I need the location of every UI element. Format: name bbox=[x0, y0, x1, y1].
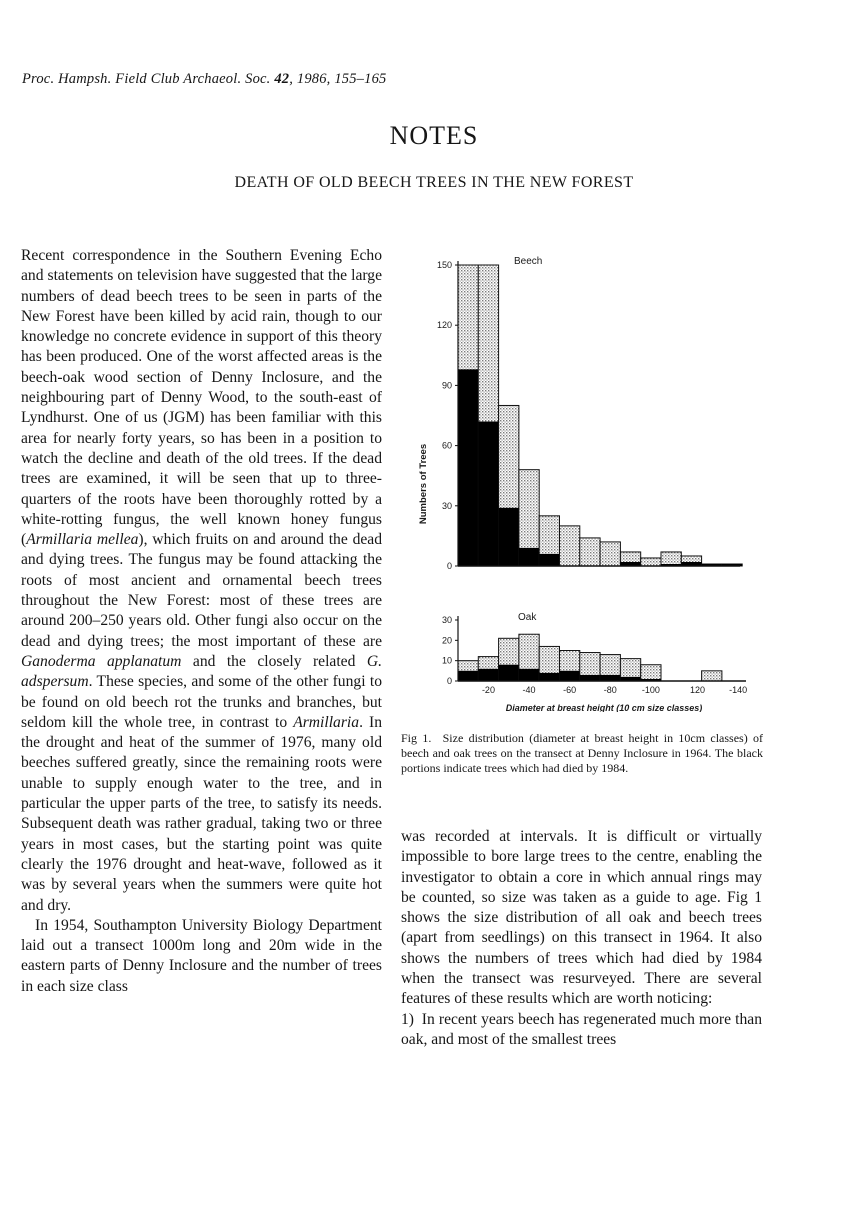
bar-dead-0-10 bbox=[458, 369, 478, 566]
bar-all-100-110 bbox=[661, 552, 681, 566]
y-tick-label: 30 bbox=[441, 615, 452, 625]
article-title: DEATH OF OLD BEECH TREES IN THE NEW FOREST bbox=[234, 174, 634, 191]
bar-all-60-70 bbox=[580, 538, 600, 566]
section-title: NOTES bbox=[389, 121, 479, 150]
y-tick-label: 10 bbox=[441, 655, 452, 666]
y-tick-label: 0 bbox=[446, 676, 452, 686]
x-tick-label: -140 bbox=[729, 685, 748, 695]
species-name: G. adspersum bbox=[21, 652, 382, 691]
panel-title: Oak bbox=[518, 612, 537, 623]
text-run: ), which fruits on and around the dead and dying trees. The fungus may be found attacking the roots of most ancient and ornamental beech trees throughout the New Forest: most of these trees are around 200–250 years old. Other fungi also occur on the dead and dying trees; the most important of these are bbox=[21, 531, 382, 650]
species-name: Armillaria bbox=[293, 713, 360, 731]
panel-title: Beech bbox=[514, 256, 543, 267]
bar-dead-30-40 bbox=[519, 669, 539, 681]
species-name: Ganoderma applanatum bbox=[21, 652, 182, 670]
bar-dead-10-20 bbox=[478, 422, 498, 566]
y-tick-label: 150 bbox=[436, 260, 452, 270]
journal-volume: 42 bbox=[274, 71, 290, 87]
journal-year-pages: , 1986, 155–165 bbox=[289, 71, 387, 87]
y-tick-label: 60 bbox=[441, 440, 452, 451]
bar-all-120-130 bbox=[702, 671, 722, 681]
x-tick-label: 120 bbox=[690, 685, 706, 695]
paragraph-1 bbox=[21, 246, 382, 916]
right-column bbox=[401, 827, 762, 1050]
x-tick-label: -100 bbox=[641, 685, 660, 695]
paragraph-3: was recorded at intervals. It is difficult or virtually impossible to bore large trees to the centre, enabling the investigator to obtain a core in which annual rings may be counted, so size was taken as a guide to age. Fig 1 shows the size distribution of all oak and beech trees (apart from seedlings) on this transect in 1964. It also shows the numbers of trees which had died by 1984 when the transect was resurveyed. There are several features of these results which are worth noticing: bbox=[401, 828, 762, 1008]
y-tick-label: 0 bbox=[446, 561, 452, 571]
text-run: . In the drought and heat of the summer of 1976, many old beeches suffered greatly, since the remaining roots were unable to supply enough water to the tree, and in particular the upper parts of the tree, to satisfy its needs. Subsequent death was rather gradual, taking two or three years in most cases, but the starting point was quite clearly the 1976 drought and heat-wave, followed as it was by several years when the summers were quite hot and dry. bbox=[21, 713, 382, 914]
paragraph-2: In 1954, Southampton University Biology Department laid out a transect 1000m long and 20m wide in the eastern parts of Denny Inclosure and the number of trees in each size class bbox=[21, 916, 382, 995]
y-tick-label: 20 bbox=[441, 635, 452, 646]
text-run: . These species, and some of the other fungi to be found on old beech rot the trunks and branches, but seldom kill the whole tree, in contrast to bbox=[21, 673, 382, 731]
bar-dead-40-50 bbox=[539, 554, 559, 566]
bar-dead-20-30 bbox=[499, 508, 519, 566]
bar-all-70-80 bbox=[600, 542, 620, 566]
bar-all-90-100 bbox=[641, 665, 661, 681]
bar-dead-60-70 bbox=[580, 675, 600, 681]
species-name: Armillaria mellea bbox=[26, 531, 139, 549]
x-tick-label: -40 bbox=[522, 685, 536, 695]
bar-dead-20-30 bbox=[499, 665, 519, 681]
y-tick-label: 30 bbox=[441, 500, 452, 511]
x-tick-label: -60 bbox=[563, 685, 577, 695]
y-tick-label: 120 bbox=[436, 320, 452, 331]
figure-1-chart bbox=[410, 252, 760, 712]
y-axis-label: Numbers of Trees bbox=[418, 443, 429, 525]
bar-dead-30-40 bbox=[519, 548, 539, 566]
bar-dead-0-10 bbox=[458, 671, 478, 681]
text-run: Recent correspondence in the Southern Evening Echo and statements on television have suggested that the large numbers of dead beech trees to be seen in parts of the New Forest have been killed by acid rain, though to our knowledge no concrete evidence in support of this theory has been produced. One of the worst affected areas is the beech-oak wood section of Denny Inclosure, and the neighbouring part of Denny Wood, to the south-east of Lyndhurst. One of us (JGM) has been familiar with this area for nearly forty years, so has been in a position to watch the decline and death of the old trees. If the dead trees are examined, it will be seen that up to three-quarters of the roots have been thoroughly rotted by a white-rotting fungus, the well known honey fungus ( bbox=[21, 247, 382, 549]
bar-all-50-60 bbox=[560, 526, 580, 566]
bar-dead-10-20 bbox=[478, 669, 498, 681]
figure-caption: Fig 1. Size distribution (diameter at breast height in 10cm classes) of beech and oak trees on the transect at Denny Inclosure in 1964. The black portions indicate trees which had died by 1984. bbox=[401, 731, 763, 776]
bar-all-90-100 bbox=[641, 558, 661, 566]
y-tick-label: 90 bbox=[441, 380, 452, 391]
bar-dead-50-60 bbox=[560, 671, 580, 681]
text-run: and the closely related bbox=[181, 652, 367, 670]
numbered-point-1: 1) In recent years beech has regenerated much more than oak, and most of the smallest trees bbox=[401, 1010, 762, 1048]
journal-name: Proc. Hampsh. Field Club Archaeol. Soc. bbox=[22, 71, 271, 87]
bar-dead-40-50 bbox=[539, 673, 559, 681]
left-column bbox=[21, 246, 382, 997]
bar-dead-70-80 bbox=[600, 675, 620, 681]
x-axis-label: Diameter at breast height (10 cm size classes) bbox=[505, 703, 703, 712]
running-head bbox=[22, 71, 386, 88]
x-tick-label: -20 bbox=[481, 685, 495, 695]
x-tick-label: -80 bbox=[603, 685, 617, 695]
